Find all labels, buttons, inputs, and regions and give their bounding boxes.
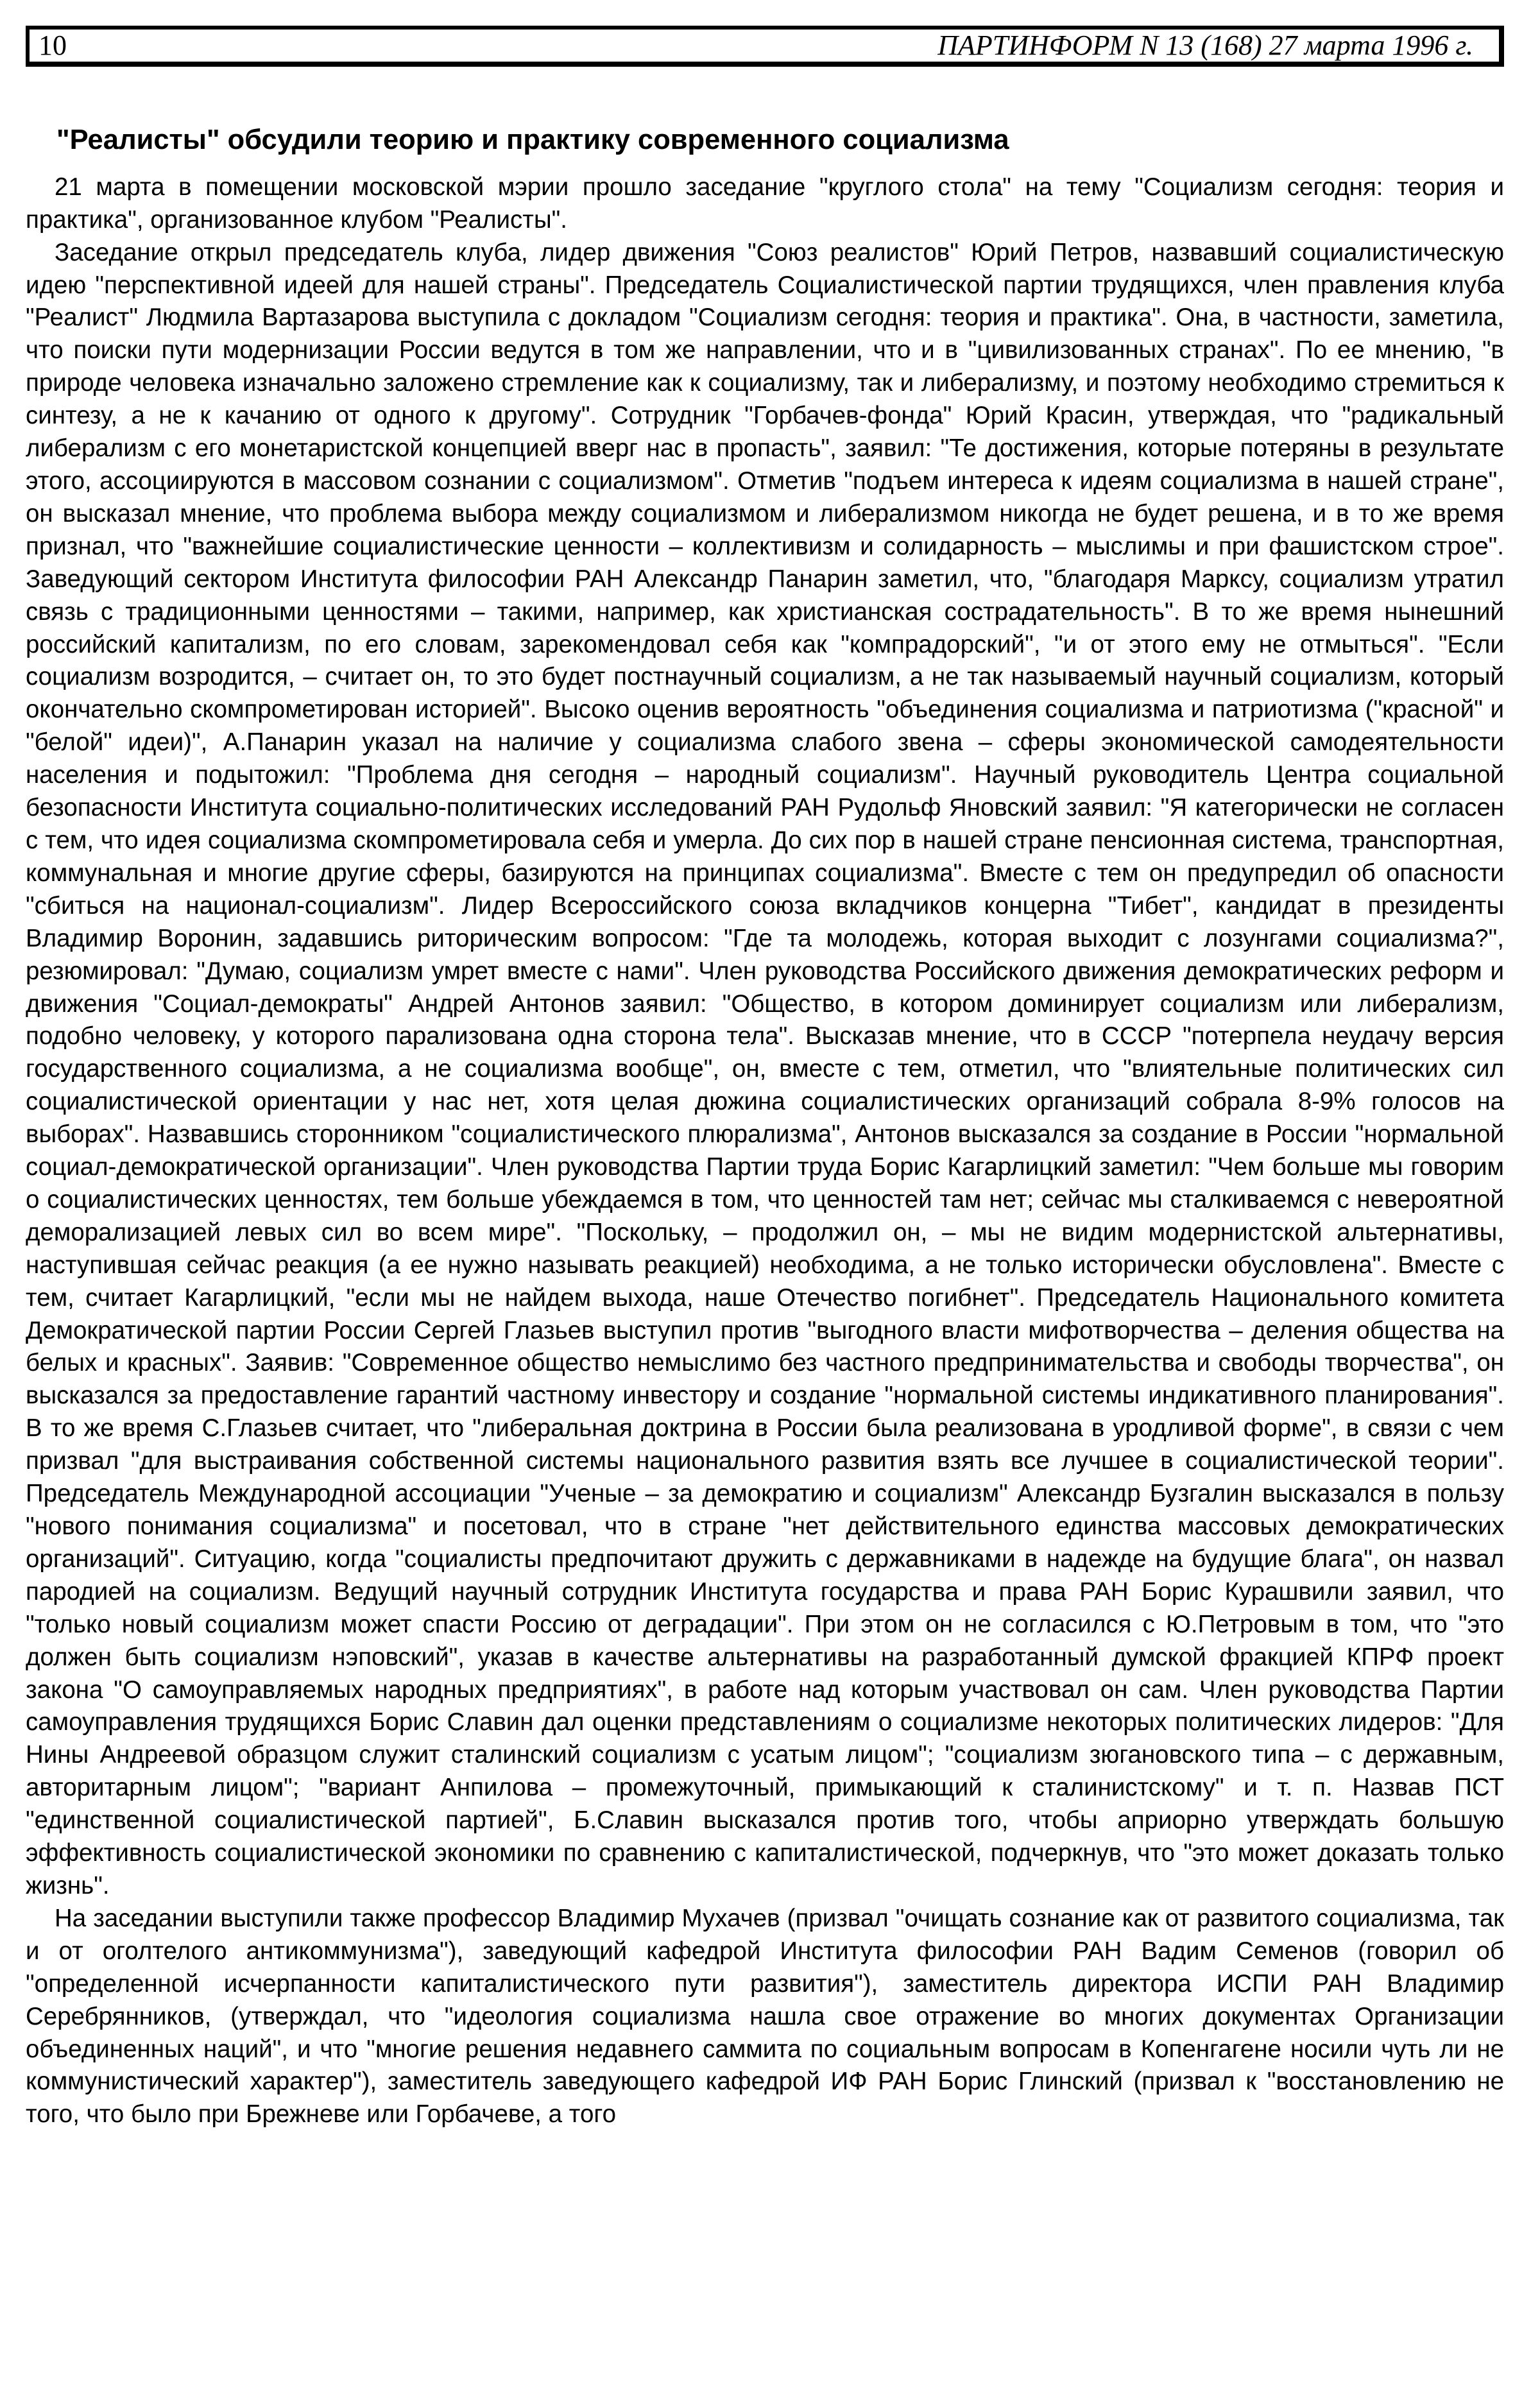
page-header	[26, 26, 1504, 67]
article-title: "Реалисты" обсудили теорию и практику современного социализма	[56, 124, 1009, 155]
article-paragraph: 21 марта в помещении московской мэрии прошло заседание "круглого стола" на тему "Социализм сегодня: теория и практика", организованное клубом "Реалисты".	[26, 173, 1504, 234]
article-paragraph: На заседании выступили также профессор Владимир Мухачев (призвал "очищать сознание как от развитого социализма, так и от оголтелого антикоммунизма"), заведующий кафедрой Института философии РАН Вадим Семенов (говорил об "определенной исчерпанности капиталистического пути развития"), заместитель директора ИСПИ РАН Владимир Серебрянников, (утверждал, что "идеология социализма нашла свое отражение во многих документах Организации объединенных наций", и что "многие решения недавнего саммита по социальным вопросам в Копенгагене носили чуть ли не коммунистический характер"), заместитель заведующего кафедрой ИФ РАН Борис Глинский (призвал к "восстановлению не того, что было при Брежневе или Горбачеве, а того	[26, 1904, 1504, 2129]
page-number: 10	[38, 30, 67, 61]
article-paragraph: Заседание открыл председатель клуба, лидер движения "Союз реалистов" Юрий Петров, назвавший социалистическую идею "перспективной идеей для нашей страны". Председатель Социалистической партии трудящихся, член правления клуба "Реалист" Людмила Вартазарова выступила с докладом "Социализм сегодня: теория и практика". Она, в частности, заметила, что поиски пути модернизации России ведутся в том же направлении, что и в "цивилизованных странах". По ее мнению, "в природе человека изначально заложено стремление как к социализму, так и либерализму, и поэтому необходимо стремиться к синтезу, а не к качанию от одного к другому". Сотрудник "Горбачев-фонда" Юрий Красин, утверждая, что "радикальный либерализм с его монетаристской концепцией вверг нас в пропасть", заявил: "Те достижения, которые потеряны в результате этого, ассоциируются в массовом сознании с социализмом". Отметив "подъем интереса к идеям социализма в нашей стране", он высказал мнение, что проблема выбора между социализмом и либерализмом никогда не будет решена, и в то же время признал, что "важнейшие социалистические ценности – коллективизм и солидарность – мыслимы и при фашистском строе". Заведующий сектором Института философии РАН Александр Панарин заметил, что, "благодаря Марксу, социализм утратил связь с традиционными ценностями – такими, например, как христианская сострадательность". В то же время нынешний российский капитализм, по его словам, зарекомендовал себя как "компрадорский", "и от этого ему не отмыться". "Если социализм возродится, – считает он, то это будет постнаучный социализм, а не так называемый научный социализм, который окончательно скомпрометирован историей". Высоко оценив вероятность "объединения социализма и патриотизма ("красной" и "белой" идеи)", А.Панарин указал на наличие у социализма слабого звена – сферы экономической самодеятельности населения и подытожил: "Проблема дня сегодня – народный социализм". Научный руководитель Центра социальной безопасности Института социально-политических исследований РАН Рудольф Яновский заявил: "Я категорически не согласен с тем, что идея социализма скомпрометировала себя и умерла. До сих пор в нашей стране пенсионная система, транспортная, коммунальная и многие другие сферы, базируются на принципах социализма". Вместе с тем он предупредил об опасности "сбиться на национал-социализм". Лидер Всероссийского союза вкладчиков концерна "Тибет", кандидат в президенты Владимир Воронин, задавшись риторическим вопросом: "Где та молодежь, которая выходит с лозунгами социализма?", резюмировал: "Думаю, социализм умрет вместе с нами". Член руководства Российского движения демократических реформ и движения "Социал-демократы" Андрей Антонов заявил: "Общество, в котором доминирует социализм или либерализм, подобно человеку, у которого парализована одна сторона тела". Высказав мнение, что в СССР "потерпела неудачу версия государственного социализма, а не социализма вообще", он, вместе с тем, отметил, что "влиятельные политических сил социалистической ориентации у нас нет, хотя целая дюжина социалистических организаций собрала 8-9% голосов на выборах". Назвавшись сторонником "социалистического плюрализма", Антонов высказался за создание в России "нормальной социал-демократической организации". Член руководства Партии труда Борис Кагарлицкий заметил: "Чем больше мы говорим о социалистических ценностях, тем больше убеждаемся в том, что ценностей там нет; сейчас мы сталкиваемся с невероятной деморализацией левых сил во всем мире". "Поскольку, – продолжил он, – мы не видим модернистской альтернативы, наступившая сейчас реакция (а ее нужно называть реакцией) необходима, а не только исторически обусловлена". Вместе с тем, считает Кагарлицкий, "если мы не найдем выхода, наше Отечество погибнет". Председатель Национального комитета Демократической партии России Сергей Глазьев выступил против "выгодного власти мифотворчества – деления общества на белых и красных". Заявив: "Современное общество немыслимо без частного предпринимательства и свободы творчества", он высказался за предоставление гарантий частному инвестору и создание "нормальной системы индикативного планирования". В то же время С.Глазьев считает, что "либеральная доктрина в России была реализована в уродливой форме", в связи с чем призвал "для выстраивания собственной системы национального развития взять все лучшее в социалистической теории". Председатель Международной ассоциации "Ученые – за демократию и социализм" Александр Бузгалин высказался в пользу "нового понимания социализма" и посетовал, что в стране "нет действительного единства массовых демократических организаций". Ситуацию, когда "социалисты предпочитают дружить с державниками в надежде на будущие блага", он назвал пародией на социализм. Ведущий научный сотрудник Института государства и права РАН Борис Курашвили заявил, что "только новый социализм может спасти Россию от деградации". При этом он не согласился с Ю.Петровым в том, что "это должен быть социализм нэповский", указав в качестве альтернативы на разработанный думской фракцией КПРФ проект закона "О самоуправляемых народных предприятиях", в работе над которым участвовал он сам. Член руководства Партии самоуправления трудящихся Борис Славин дал оценки представлениям о социализме некоторых политических лидеров: "Для Нины Андреевой образцом служит сталинский социализм с усатым лицом"; "социализм зюгановского типа – с державным, авторитарным лицом"; "вариант Анпилова – промежуточный, примыкающий к сталинистскому" и т. п. Назвав ПСТ "единственной социалистической партией", Б.Славин высказался против того, чтобы априорно утверждать большую эффективность социалистической экономики по сравнению с капиталистической, подчеркнув, что "это может доказать только жизнь".	[26, 238, 1504, 1899]
newspaper-page	[26, 26, 1514, 2361]
article	[26, 125, 1504, 2131]
issue-info: ПАРТИНФОРМ N 13 (168) 27 марта 1996 г.	[937, 30, 1473, 61]
